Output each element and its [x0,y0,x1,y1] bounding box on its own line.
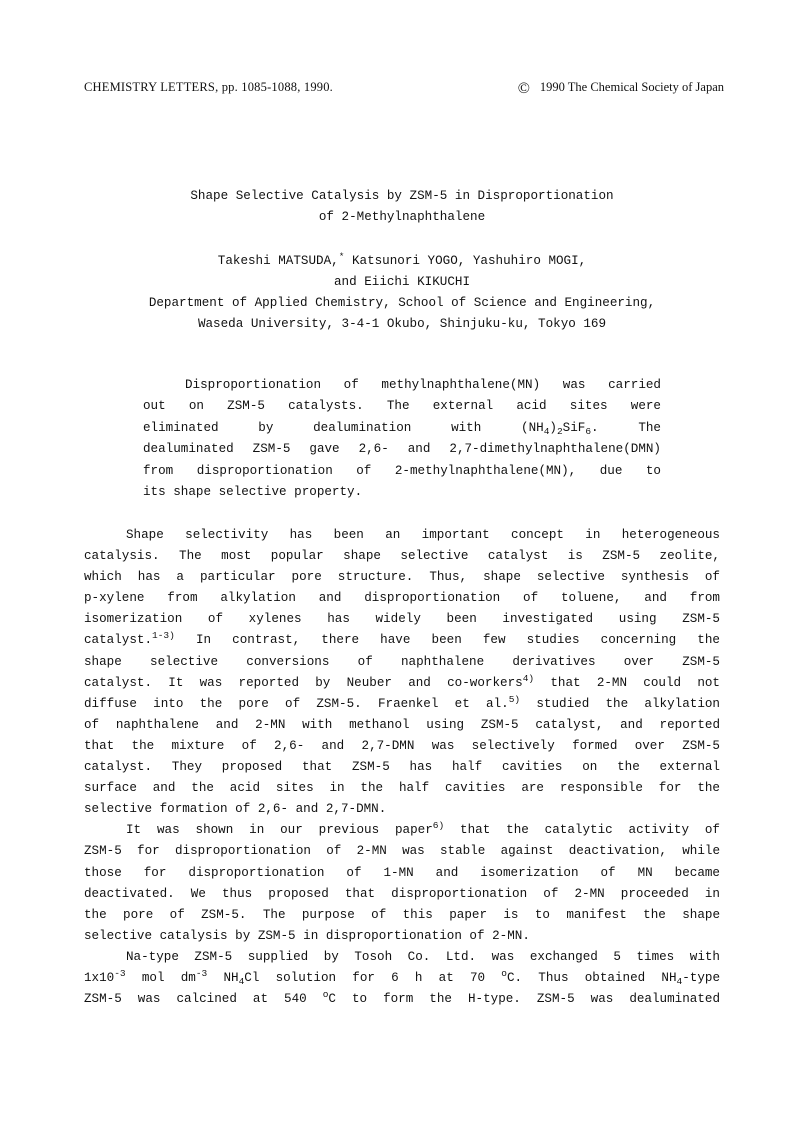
title-line: Shape Selective Catalysis by ZSM-5 in Disproportionation [190,189,614,203]
text-line: p-xylene from alkylation and disproportionation of toluene, and from [84,591,720,606]
page-header [84,80,724,100]
text-line: selective formation of 2,6- and 2,7-DMN. [84,802,387,817]
text-line: Shape selectivity has been an important concept in heterogeneous [126,528,720,542]
citation-superscript: 1-3) [152,630,175,642]
text-line: surface and the acid sites in the half cavities are responsible for the [84,781,720,796]
copyright-notice [518,80,724,95]
author-names-line: Takeshi MATSUDA,* Katsunori YOGO, Yashuhiro MOGI, [217,251,587,268]
text-line: shape selective conversions of naphthalene derivatives over ZSM-5 [84,654,720,669]
text-line: Na-type ZSM-5 supplied by Tosoh Co. Ltd. was exchanged 5 times with [126,949,720,964]
main-text [84,525,720,1010]
abstract-line: dealuminated ZSM-5 gave 2,6- and 2,7-dimethylnaphthalene(DMN) [143,442,661,457]
author-names-line: and Eiichi KIKUCHI [333,275,471,289]
text-line: deactivated. We thus proposed that disproportionation of 2-MN proceeded in [84,886,720,901]
text-line: of naphthalene and 2-MN with methanol using ZSM-5 catalyst, and reported [84,717,720,732]
abstract-line: its shape selective property. [143,485,363,500]
affiliation-line: Department of Applied Chemistry, School of Science and Engineering, [148,296,656,310]
text-line: catalysis. The most popular shape selective catalyst is ZSM-5 zeolite, [84,549,720,564]
text-line: catalyst. It was reported by Neuber and co-workers$^{4)}$ that 2-MN could not [84,672,720,690]
citation-superscript: 6) [432,820,445,832]
text-line: catalyst. They proposed that ZSM-5 has half cavities on the external [84,760,720,775]
author-block [84,251,720,335]
title-line: of 2-Methylnaphthalene [318,210,486,224]
copyright-icon: © [517,80,530,97]
abstract [143,375,661,503]
abstract-line: eliminated by dealumination with $(NH_4)_2SiF_6$. The [143,420,661,437]
text-line: which has a particular pore structure. Thus, shape selective synthesis of [84,570,720,585]
text-line: ZSM-5 was calcined at 540 $^o$C to form the H-type. ZSM-5 was dealuminated [84,989,721,1007]
journal-citation: CHEMISTRY LETTERS, pp. 1085-1088, 1990. [84,80,334,94]
text-line: ZSM-5 for disproportionation of 2-MN was stable against deactivation, while [84,844,720,859]
text-line: diffuse into the pore of ZSM-5. Fraenkel et al.$^{5)}$ studied the alkylation [84,693,720,711]
text-line: $1x10^{-3}$ mol $dm^{-3}$ $NH_4Cl$ solution for 6 h at 70 $^o$C. Thus obtained $NH_4$-type [84,967,721,987]
abstract-line: out on ZSM-5 catalysts. The external acid sites were [143,399,661,414]
text-line: It was shown in our previous paper$^{6)}$ that the catalytic activity of [126,820,720,838]
text-line: selective catalysis by ZSM-5 in disproportionation of 2-MN. [84,928,530,943]
text-line: catalyst.$^{1-3)}$ In contrast, there have been few studies concerning the [84,630,720,648]
corresponding-author-mark: * [338,251,345,262]
paper-title [84,186,720,228]
text-line: isomerization of xylenes has widely been investigated using ZSM-5 [84,612,720,627]
abstract-line: from disproportionation of 2-methylnaphthalene(MN), due to [143,463,661,478]
abstract-line: Disproportionation of methylnaphthalene(MN) was carried [185,378,661,392]
text-line: the pore of ZSM-5. The purpose of this paper is to manifest the shape [84,907,720,922]
text-line: that the mixture of 2,6- and 2,7-DMN was selectively formed over ZSM-5 [84,738,720,753]
citation-superscript: 4) [522,672,535,684]
text-line: those for disproportionation of 1-MN and isomerization of MN became [84,865,720,880]
copyright-text: 1990 The Chemical Society of Japan [539,80,724,94]
affiliation-line: Waseda University, 3-4-1 Okubo, Shinjuku-ku, Tokyo 169 [197,317,607,331]
citation-superscript: 5) [508,693,521,705]
